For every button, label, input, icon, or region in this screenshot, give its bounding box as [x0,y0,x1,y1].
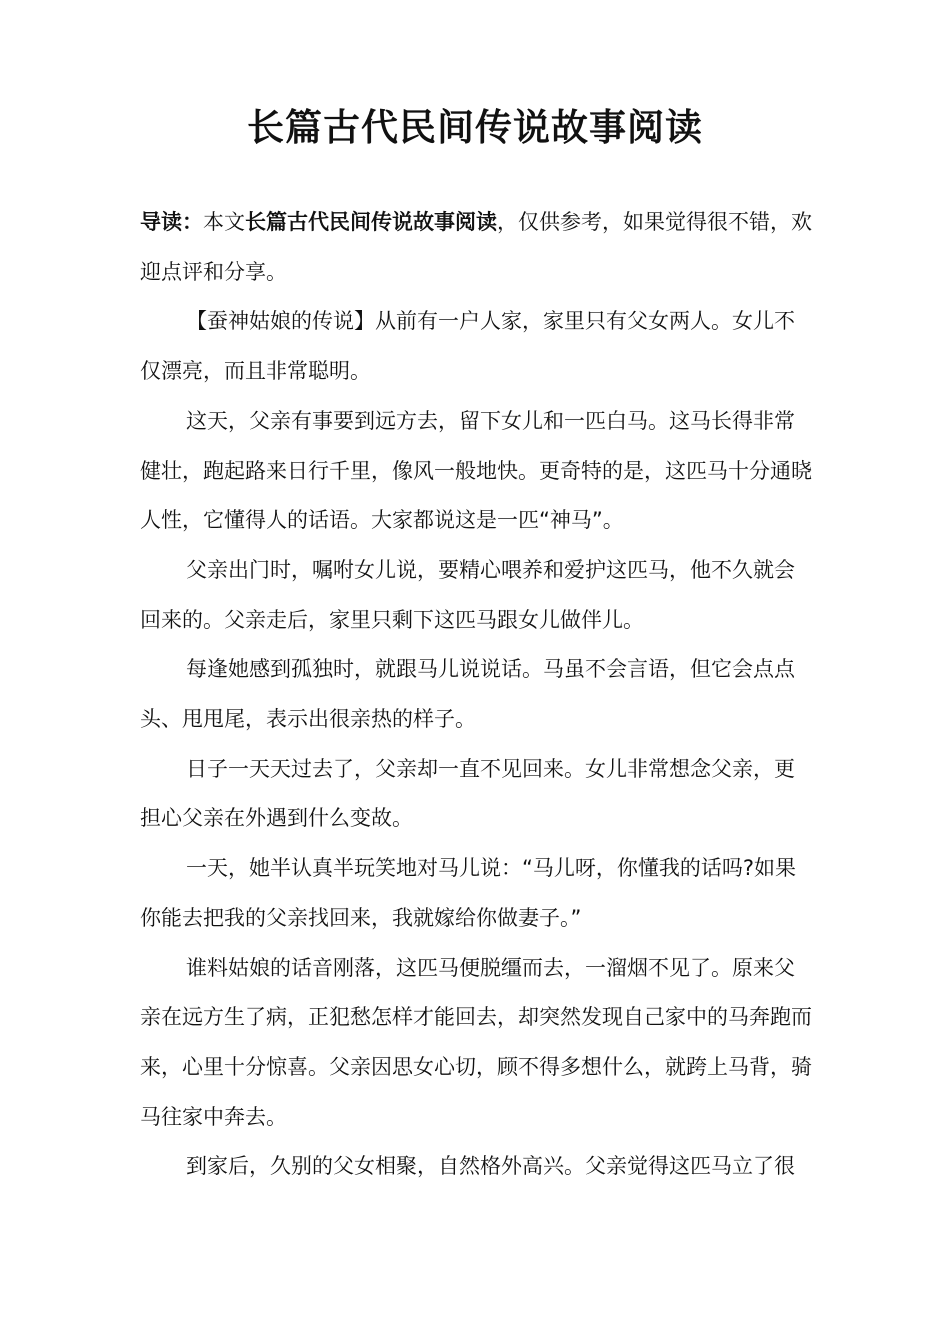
intro-paragraph [140,198,815,297]
intro-label: 导读： [140,210,203,234]
body-paragraph-5: 日子一天天过去了，父亲却一直不见回来。女儿非常想念父亲，更担心父亲在外遇到什么变故。 [140,756,795,831]
body-paragraph-8: 到家后，久别的父女相聚，自然格外高兴。父亲觉得这匹马立了很 [186,1154,795,1179]
intro-text-before: 本文 [203,210,245,234]
document-body [140,198,815,1192]
body-paragraph-2: 这天，父亲有事要到远方去，留下女儿和一匹白马。这马长得非常健壮，跑起路来日行千里，像风一般地快。更奇特的是，这匹马十分通晓人性，它懂得人的话语。大家都说这是一匹“神马”。 [140,408,812,533]
body-paragraph-6: 一天，她半认真半玩笑地对马儿说：“马儿呀，你懂我的话吗?如果你能去把我的父亲找回来，我就嫁给你做妻子。” [140,856,797,930]
page-title: 长篇古代民间传说故事阅读 [247,106,703,149]
body-paragraph-7: 谁料姑娘的话音刚落，这匹马便脱缰而去，一溜烟不见了。原来父亲在远方生了病，正犯愁怎样才能回去，却突然发现自己家中的马奔跑而来，心里十分惊喜。父亲因思女心切，顾不得多想什么，就跨上马背，骑马往家中奔去。 [140,955,812,1129]
intro-text-after: ，仅供参考，如果觉得很不错，欢迎点评和分享。 [140,210,812,284]
body-paragraph-4: 每逢她感到孤独时，就跟马儿说说话。马虽不会言语，但它会点点头、甩甩尾，表示出很亲热的样子。 [140,657,795,732]
body-paragraph-3: 父亲出门时，嘱咐女儿说，要精心喂养和爱护这匹马，他不久就会回来的。父亲走后，家里只剩下这匹马跟女儿做伴儿。 [140,557,795,632]
body-paragraph-1: 【蚕神姑娘的传说】从前有一户人家，家里只有父女两人。女儿不仅漂亮，而且非常聪明。 [140,309,795,384]
intro-bold-title: 长篇古代民间传说故事阅读 [245,210,497,234]
